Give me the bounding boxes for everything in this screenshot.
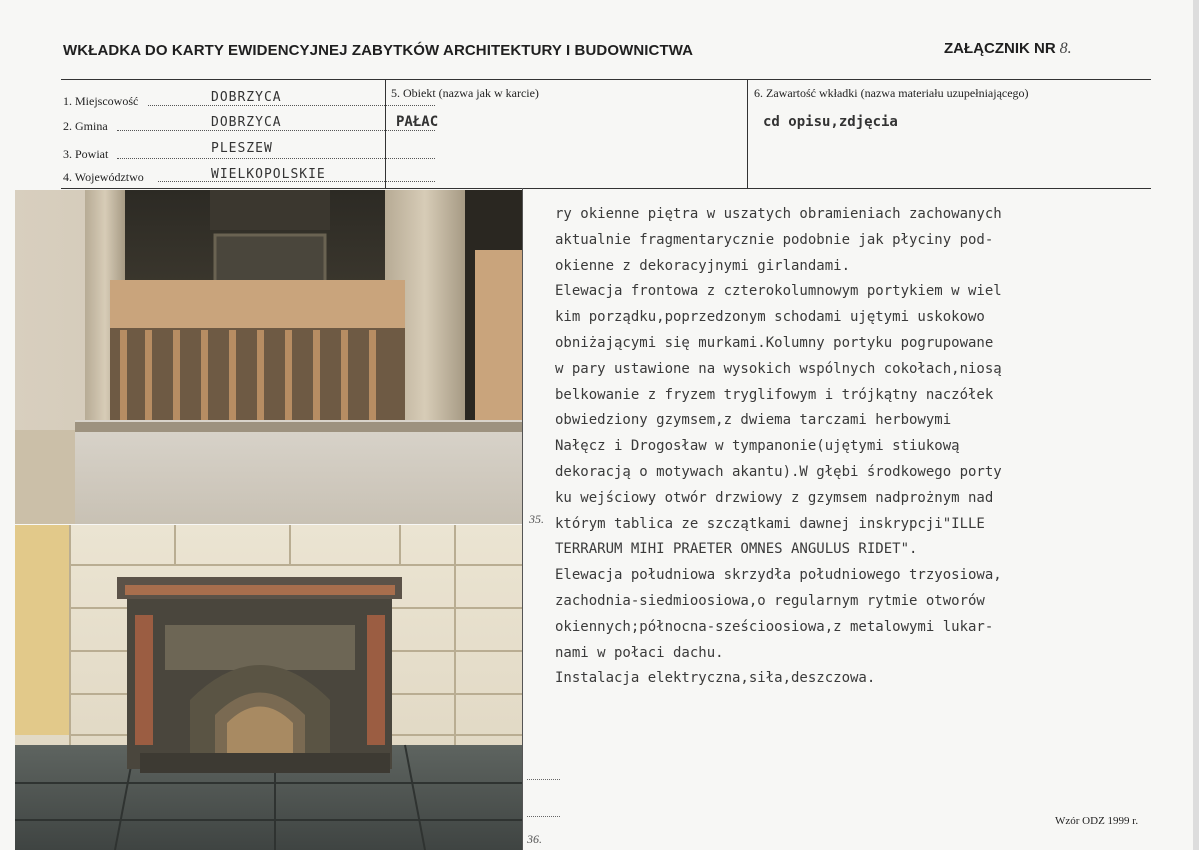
photo-fireplace-image (15, 525, 522, 850)
description-line: dekoracją o motywach akantu).W głębi środkowego porty (555, 463, 1002, 480)
description-line: w pary ustawione na wysokich wspólnych cokołach,niosą (555, 360, 1002, 377)
description-line: Elewacja frontowa z czterokolumnowym portykiem w wiel (555, 283, 1002, 300)
description-line: okiennych;północna-sześcioosiowa,z metalowymi lukar- (555, 618, 994, 635)
description-line: obwiedziony gzymsem,z dwiema tarczami herbowymi (555, 412, 952, 429)
table-bottom-rule (61, 188, 1151, 189)
description-line: Nałęcz i Drogosław w tympanonie(ujętymi stiukową (555, 438, 960, 455)
description-line: TERRARUM MIHI PRAETER OMNES ANGULUS RIDET". (555, 541, 918, 558)
description-line: którym tablica ze szczątkami dawnej inskrypcji"ILLE (555, 515, 985, 532)
annex-label (944, 40, 1072, 58)
dotted-line (148, 104, 435, 106)
object-label: 5. Obiekt (nazwa jak w karcie) (391, 86, 539, 100)
description-line: belkowanie z fryzem tryglifowym i trójkątny naczółek (555, 386, 994, 403)
field-miejscowosc (63, 90, 282, 109)
contents-value: cd opisu,zdjęcia (763, 114, 898, 130)
table-top-rule (61, 79, 1151, 80)
photo-number-35: 35. (529, 512, 544, 526)
field-wojewodztwo-label: 4. Województwo (63, 170, 144, 184)
field-miejscowosc-value: DOBRZYCA (211, 90, 282, 105)
description-line: nami w połaci dachu. (555, 644, 724, 661)
table-divider-2 (747, 79, 748, 189)
description-line: Elewacja południowa skrzydła południowego trzyosiowa, (555, 567, 1002, 584)
description-line: okienne z dekoracyjnymi girlandami. (555, 257, 851, 274)
field-powiat-value: PLESZEW (211, 141, 273, 156)
field-wojewodztwo (63, 167, 326, 185)
description-line: obniżającymi się murkami.Kolumny portyku pogrupowane (555, 334, 994, 351)
object-value: PAŁAC (396, 114, 439, 130)
photo-interior-balustrade (15, 190, 522, 524)
contents-label: 6. Zawartość wkładki (nazwa materiału uzupełniającego) (754, 86, 1029, 100)
field-gmina (63, 115, 282, 134)
annex-label-text: ZAŁĄCZNIK NR (944, 40, 1056, 57)
description-line: zachodnia-siedmioosiowa,o regularnym rytmie otworów (555, 592, 985, 609)
photo-number-36: 36. (527, 832, 542, 846)
field-wojewodztwo-value: WIELKOPOLSKIE (211, 167, 326, 182)
description-line: kim porządku,poprzedzonym schodami ujętymi uskokowo (555, 309, 985, 326)
description-line: aktualnie fragmentarycznie podobnie jak płyciny pod- (555, 231, 994, 248)
dotted-line (117, 157, 435, 159)
sheet-edge (1193, 0, 1199, 850)
photo-interior-balustrade-image (15, 190, 522, 524)
dotted-line (527, 815, 560, 817)
field-gmina-value: DOBRZYCA (211, 115, 282, 130)
field-gmina-label: 2. Gmina (63, 119, 108, 133)
photo-fireplace (15, 525, 522, 850)
field-powiat-label: 3. Powiat (63, 147, 109, 161)
description-line: ku wejściowy otwór drzwiowy z gzymsem nadprożnym nad (555, 489, 994, 506)
dotted-line (527, 778, 560, 780)
photo-column-divider (522, 188, 523, 850)
description-line: Instalacja elektryczna,siła,deszczowa. (555, 670, 876, 687)
field-powiat (63, 141, 273, 162)
field-miejscowosc-label: 1. Miejscowość (63, 94, 139, 108)
description-text (555, 202, 1115, 692)
description-line: ry okienne piętra w uszatych obramieniach zachowanych (555, 206, 1002, 222)
annex-number: 8. (1059, 40, 1072, 57)
table-divider-1 (385, 79, 386, 189)
page-title: WKŁADKA DO KARTY EWIDENCYJNEJ ZABYTKÓW ARCHITEKTURY I BUDOWNICTWA (63, 42, 694, 59)
template-footer: Wzór ODZ 1999 r. (1055, 815, 1139, 827)
